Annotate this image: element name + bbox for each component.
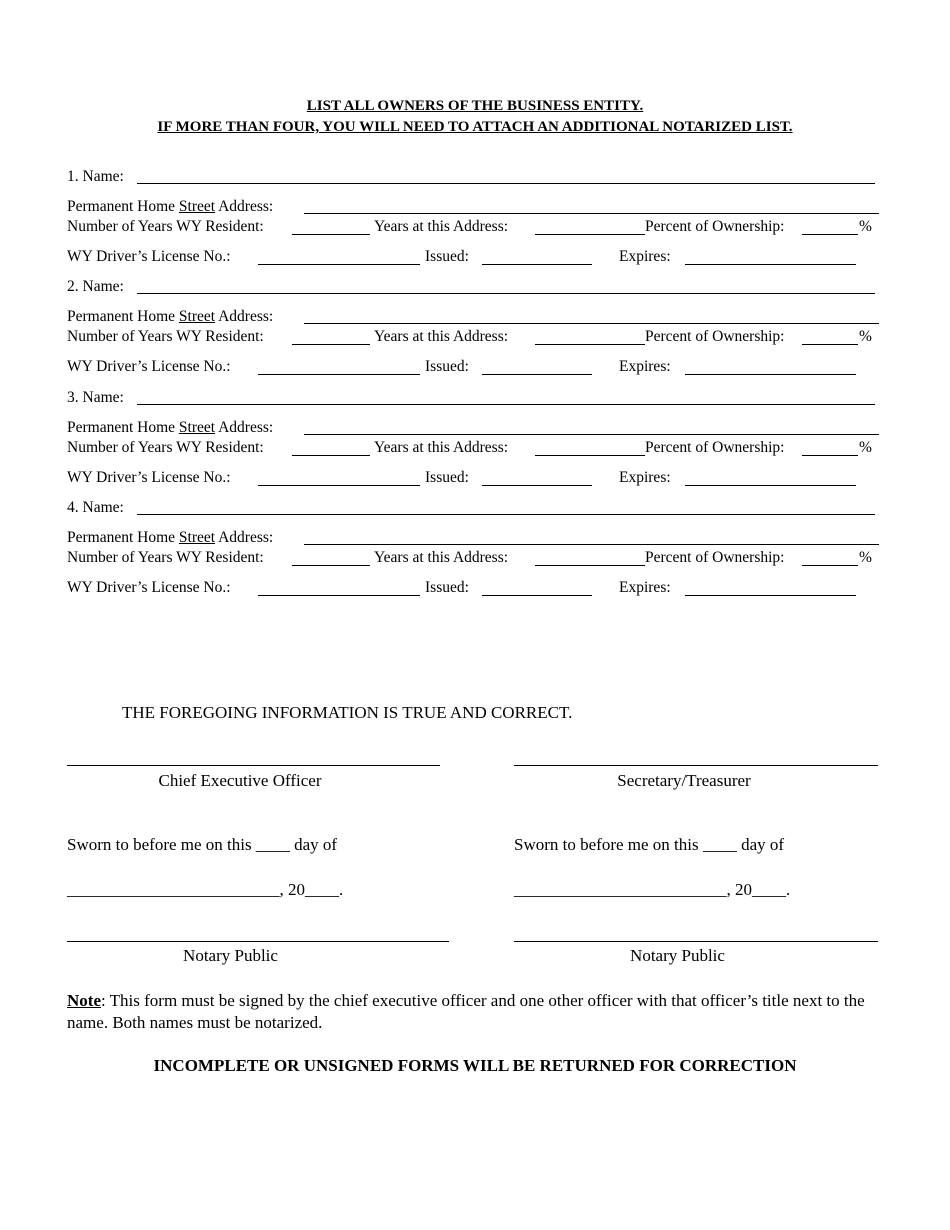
years-address-field[interactable] xyxy=(535,344,645,345)
address-label-prefix: Permanent Home xyxy=(67,419,179,436)
years-address-field[interactable] xyxy=(535,565,645,566)
secretary-signature-line[interactable] xyxy=(514,765,878,766)
license-label: WY Driver’s License No.: xyxy=(67,358,231,375)
issued-field[interactable] xyxy=(482,374,592,375)
expires-label: Expires: xyxy=(619,469,671,486)
issued-field[interactable] xyxy=(482,595,592,596)
address-label-prefix: Permanent Home xyxy=(67,308,179,325)
address-label xyxy=(67,529,273,547)
notary-label-left: Notary Public xyxy=(183,946,278,965)
address-label-suffix: Address: xyxy=(215,419,274,436)
address-label-prefix: Permanent Home xyxy=(67,529,179,546)
owner-name-field[interactable] xyxy=(137,183,875,184)
address-label xyxy=(67,308,273,326)
license-field[interactable] xyxy=(258,374,420,375)
license-label: WY Driver’s License No.: xyxy=(67,469,231,486)
percent-sign: % xyxy=(859,549,872,566)
percent-label: Percent of Ownership: xyxy=(645,218,785,235)
years-resident-label: Number of Years WY Resident: xyxy=(67,218,264,235)
footer-warning: INCOMPLETE OR UNSIGNED FORMS WILL BE RETURNED FOR CORRECTION xyxy=(153,1056,797,1075)
license-field[interactable] xyxy=(258,595,420,596)
address-field[interactable] xyxy=(304,434,879,435)
expires-field[interactable] xyxy=(685,595,856,596)
address-label xyxy=(67,419,273,437)
percent-label: Percent of Ownership: xyxy=(645,439,785,456)
header-line-1: LIST ALL OWNERS OF THE BUSINESS ENTITY. xyxy=(306,98,644,114)
date-line-left[interactable]: _________________________, 20____. xyxy=(67,880,344,899)
address-label-suffix: Address: xyxy=(215,308,274,325)
sworn-text-right: Sworn to before me on this ____ day of xyxy=(514,835,785,854)
notary-signature-line-right[interactable] xyxy=(514,941,878,942)
years-resident-field[interactable] xyxy=(292,455,370,456)
issued-label: Issued: xyxy=(425,358,469,375)
issued-field[interactable] xyxy=(482,485,592,486)
years-address-field[interactable] xyxy=(535,234,645,235)
years-address-label: Years at this Address: xyxy=(374,549,509,566)
license-field[interactable] xyxy=(258,264,420,265)
address-label xyxy=(67,198,273,216)
secretary-title: Secretary/Treasurer xyxy=(617,771,751,790)
owner-name-label: 2. Name: xyxy=(67,278,124,295)
percent-sign: % xyxy=(859,328,872,345)
years-resident-label: Number of Years WY Resident: xyxy=(67,549,264,566)
years-address-label: Years at this Address: xyxy=(374,218,509,235)
percent-label: Percent of Ownership: xyxy=(645,549,785,566)
years-resident-label: Number of Years WY Resident: xyxy=(67,439,264,456)
address-label-suffix: Address: xyxy=(215,198,274,215)
license-label: WY Driver’s License No.: xyxy=(67,248,231,265)
expires-label: Expires: xyxy=(619,579,671,596)
note-paragraph xyxy=(67,990,877,1034)
percent-field[interactable] xyxy=(802,565,858,566)
note-text: : This form must be signed by the chief executive officer and one other officer with that officer’s title next to the name. Both names must be notarized. xyxy=(67,991,865,1032)
expires-field[interactable] xyxy=(685,485,856,486)
years-resident-field[interactable] xyxy=(292,234,370,235)
address-field[interactable] xyxy=(304,544,879,545)
ceo-signature-line[interactable] xyxy=(67,765,440,766)
issued-label: Issued: xyxy=(425,469,469,486)
percent-label: Percent of Ownership: xyxy=(645,328,785,345)
address-field[interactable] xyxy=(304,213,879,214)
expires-label: Expires: xyxy=(619,358,671,375)
percent-sign: % xyxy=(859,439,872,456)
notary-label-right: Notary Public xyxy=(630,946,725,965)
owner-name-field[interactable] xyxy=(137,293,875,294)
issued-label: Issued: xyxy=(425,248,469,265)
years-resident-field[interactable] xyxy=(292,565,370,566)
sworn-text-left: Sworn to before me on this ____ day of xyxy=(67,835,338,854)
license-label: WY Driver’s License No.: xyxy=(67,579,231,596)
issued-label: Issued: xyxy=(425,579,469,596)
note-label: Note xyxy=(67,991,101,1010)
notary-signature-line-left[interactable] xyxy=(67,941,449,942)
expires-field[interactable] xyxy=(685,374,856,375)
header-line-2: IF MORE THAN FOUR, YOU WILL NEED TO ATTACH AN ADDITIONAL NOTARIZED LIST. xyxy=(157,119,793,135)
date-line-right[interactable]: _________________________, 20____. xyxy=(514,880,791,899)
license-field[interactable] xyxy=(258,485,420,486)
address-field[interactable] xyxy=(304,323,879,324)
years-address-label: Years at this Address: xyxy=(374,439,509,456)
owner-name-label: 4. Name: xyxy=(67,499,124,516)
owner-name-label: 1. Name: xyxy=(67,168,124,185)
percent-field[interactable] xyxy=(802,344,858,345)
address-label-prefix: Permanent Home xyxy=(67,198,179,215)
percent-field[interactable] xyxy=(802,455,858,456)
address-label-suffix: Address: xyxy=(215,529,274,546)
attestation-text: THE FOREGOING INFORMATION IS TRUE AND CORRECT. xyxy=(122,703,573,722)
issued-field[interactable] xyxy=(482,264,592,265)
address-label-street: Street xyxy=(178,419,216,436)
expires-label: Expires: xyxy=(619,248,671,265)
years-address-field[interactable] xyxy=(535,455,645,456)
address-label-street: Street xyxy=(178,529,216,546)
years-resident-field[interactable] xyxy=(292,344,370,345)
ceo-title: Chief Executive Officer xyxy=(158,771,322,790)
owner-name-field[interactable] xyxy=(137,514,875,515)
owner-name-field[interactable] xyxy=(137,404,875,405)
years-resident-label: Number of Years WY Resident: xyxy=(67,328,264,345)
address-label-street: Street xyxy=(178,198,216,215)
expires-field[interactable] xyxy=(685,264,856,265)
owner-name-label: 3. Name: xyxy=(67,389,124,406)
address-label-street: Street xyxy=(178,308,216,325)
percent-field[interactable] xyxy=(802,234,858,235)
years-address-label: Years at this Address: xyxy=(374,328,509,345)
percent-sign: % xyxy=(859,218,872,235)
